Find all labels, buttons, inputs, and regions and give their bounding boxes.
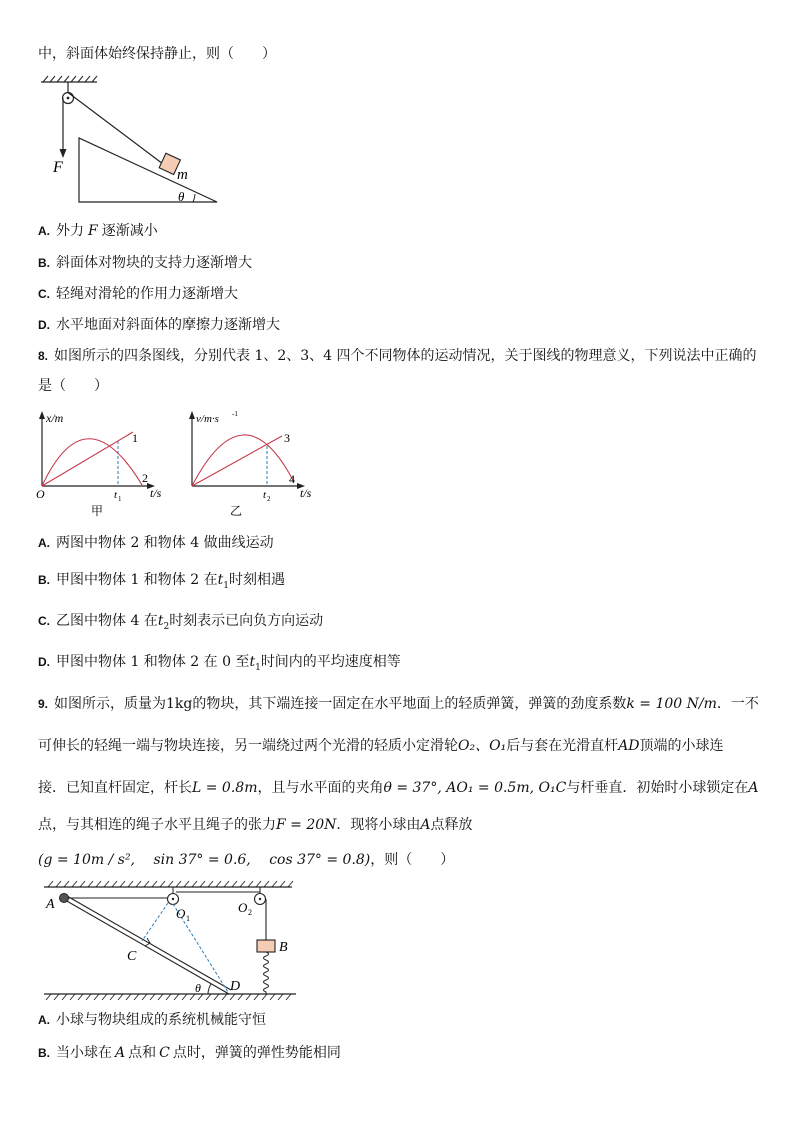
line-3 bbox=[192, 436, 282, 486]
q8-option-b[interactable]: B. 甲图中物体 1 和物体 2 在$t_1$时刻相遇 bbox=[38, 572, 285, 591]
y-label-sup: -1 bbox=[232, 410, 238, 418]
caption-yi: 乙 bbox=[230, 504, 243, 518]
q7-option-a[interactable]: A. 外力 F 逐渐减小 bbox=[38, 223, 158, 239]
q9-stem-line3: 接．已知直杆固定，杆长L = 0.8m，且与水平面的夹角θ = 37°, AO₁ = 0.5m, O₁C与杆垂直．初始时小球锁定在A bbox=[38, 780, 759, 796]
x-label: t/s bbox=[300, 486, 312, 500]
q7-figure bbox=[35, 76, 225, 211]
theta-arc bbox=[208, 984, 211, 994]
q8-graph-jia bbox=[36, 410, 176, 522]
x-label: t/s bbox=[150, 486, 162, 500]
incline-wedge bbox=[79, 138, 217, 202]
q8-graph-yi bbox=[186, 410, 326, 522]
q8-option-d[interactable]: D. 甲图中物体 1 和物体 2 在 0 至$t_1$时间内的平均速度相等 bbox=[38, 654, 401, 673]
t1-tick: t bbox=[114, 489, 118, 501]
L-expr: L = 0.8m bbox=[192, 780, 258, 796]
label-3: 3 bbox=[284, 431, 290, 445]
ceiling-hatch bbox=[43, 76, 97, 82]
q7-stem-tail: 中，斜面体始终保持静止，则（ ） bbox=[38, 46, 276, 62]
q9-stem-line1: 9. 如图所示，质量为1kg的物块，其下端连接一固定在水平地面上的轻质弹簧，弹簧的劲度系数k = 100 N/m．一不 bbox=[38, 696, 759, 712]
label-O2: O bbox=[238, 900, 248, 915]
k-expr: k = 100 N/m bbox=[626, 696, 717, 712]
label-O2-sub: 2 bbox=[248, 908, 252, 917]
q9-option-a[interactable]: A. 小球与物块组成的系统机械能守恒 bbox=[38, 1012, 266, 1028]
rod-ad: AD bbox=[618, 738, 640, 754]
label-4: 4 bbox=[289, 472, 295, 486]
spring bbox=[264, 952, 269, 994]
caption-jia: 甲 bbox=[91, 504, 104, 518]
t2-tick: t bbox=[263, 489, 267, 501]
curve-4 bbox=[192, 435, 294, 486]
q7-option-b[interactable]: B. 斜面体对物块的支持力逐渐增大 bbox=[38, 255, 252, 271]
q7-option-c[interactable]: C. 轻绳对滑轮的作用力逐渐增大 bbox=[38, 286, 238, 302]
q9-stem-line4: 点，与其相连的绳子水平且绳子的张力F = 20N．现将小球由A点释放 bbox=[38, 817, 473, 833]
y-label: v/m·s bbox=[196, 413, 219, 425]
q9-given: (g = 10m / s², sin 37° = 0.6, cos 37° = 0.8)，则（ ） bbox=[38, 852, 455, 868]
angle-arc bbox=[193, 194, 195, 202]
label-1: 1 bbox=[132, 431, 138, 445]
y-label: x/m bbox=[46, 411, 64, 425]
force-arrow bbox=[60, 149, 67, 158]
force-label: F bbox=[53, 159, 63, 176]
rod-AD bbox=[65, 896, 231, 994]
label-theta: θ bbox=[195, 981, 201, 995]
q8-option-a[interactable]: A. 两图中物体 2 和物体 4 做曲线运动 bbox=[38, 535, 274, 551]
q8-stem-line1: 8. 如图所示的四条图线，分别代表 1、2、3、4 四个不同物体的运动情况，关于图线的物理意义，下列说法中正确的 bbox=[38, 348, 757, 364]
label-O1: O bbox=[176, 906, 186, 921]
mass-value: 1kg bbox=[166, 696, 193, 712]
q9-stem-line2: 可伸长的轻绳一端与物块连接，另一端绕过两个光滑的轻质小定滑轮O₂、O₁后与套在光滑直杆AD顶端的小球连 bbox=[38, 738, 724, 754]
t2-sub: 2 bbox=[267, 495, 271, 503]
label-A: A bbox=[46, 897, 55, 912]
mass-label: m bbox=[177, 167, 188, 183]
ceiling-hatch bbox=[48, 881, 293, 887]
q8-stem-line2: 是（ ） bbox=[38, 378, 108, 394]
angle-expr: θ = 37°, AO₁ = 0.5m, O₁C bbox=[383, 780, 567, 796]
q7-option-d[interactable]: D. 水平地面对斜面体的摩擦力逐渐增大 bbox=[38, 317, 280, 333]
label-B: B bbox=[279, 940, 288, 955]
label-C: C bbox=[127, 949, 137, 964]
q8-option-c[interactable]: C. 乙图中物体 4 在$t_2$时刻表示已向负方向运动 bbox=[38, 613, 324, 632]
label-D: D bbox=[230, 979, 241, 994]
q9-option-b[interactable]: B. 当小球在 A 点和 C 点时，弹簧的弹性势能相同 bbox=[38, 1045, 341, 1061]
q9-figure bbox=[38, 880, 300, 1004]
block-B bbox=[257, 940, 275, 952]
line-1 bbox=[42, 432, 133, 486]
ground-hatch bbox=[46, 994, 291, 1000]
F-expr: F = 20N bbox=[276, 817, 337, 833]
dashed-O1-C bbox=[142, 903, 168, 941]
origin-label: O bbox=[36, 487, 45, 501]
t1-sub: 1 bbox=[118, 495, 122, 503]
angle-label: θ bbox=[178, 189, 185, 204]
incline-rope bbox=[68, 93, 163, 165]
label-2: 2 bbox=[142, 471, 148, 485]
ball-A bbox=[60, 894, 69, 903]
pulleys: O₂、O₁ bbox=[458, 738, 507, 754]
label-O1-sub: 1 bbox=[186, 914, 190, 923]
curve-2 bbox=[42, 439, 142, 486]
